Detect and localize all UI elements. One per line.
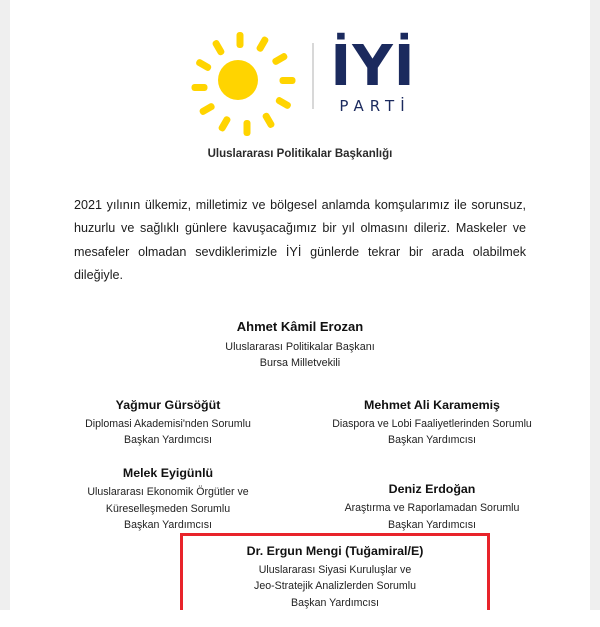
list-item — [300, 482, 564, 533]
deputy-column-right — [300, 398, 564, 552]
deputy-column-left — [36, 398, 300, 552]
person-name: Deniz Erdoğan — [388, 482, 476, 497]
chief-role-line-2: Bursa Milletvekili — [259, 357, 341, 370]
logo-divider — [312, 43, 314, 109]
person-name: Yağmur Gürsöğüt — [115, 397, 221, 412]
highlighted-person-name: Dr. Ergun Mengi (Tuğamiral/E) — [246, 544, 424, 558]
deputy-columns — [10, 398, 590, 552]
list-item — [36, 466, 300, 533]
sun-core-icon — [218, 60, 258, 100]
person-role-line-2: Başkan Yardımcısı — [388, 518, 476, 531]
list-item — [300, 398, 564, 449]
person-role-line-2: Küreselleşmeden Sorumlu — [105, 502, 231, 515]
page-left-margin — [0, 0, 10, 627]
person-role-line-1: Uluslararası Ekonomik Örgütler ve — [87, 486, 249, 499]
highlighted-person-box — [180, 533, 490, 622]
highlighted-person-role-line-3: Başkan Yardımcısı — [291, 596, 379, 609]
person-name: Melek Eyigünlü — [122, 466, 214, 481]
wordmark-text: İYİ — [330, 33, 416, 99]
party-wordmark — [330, 33, 416, 115]
highlighted-person-role-line-1: Uluslararası Siyasi Kuruluşlar ve — [258, 564, 412, 576]
party-logo — [10, 30, 590, 122]
person-role-line-1: Diaspora ve Lobi Faaliyetlerinden Sorumlu — [332, 417, 532, 430]
sun-icon — [184, 30, 296, 122]
page-footer — [0, 610, 600, 627]
person-role-line-2: Başkan Yardımcısı — [124, 433, 212, 446]
chief-entry — [10, 319, 590, 371]
person-role-line-1: Araştırma ve Raporlamadan Sorumlu — [344, 502, 520, 515]
department-subtitle: Uluslararası Politikalar Başkanlığı — [207, 148, 393, 160]
footer-text — [0, 610, 600, 612]
wordmark-subtext: PARTİ — [339, 96, 411, 115]
chief-name: Ahmet Kâmil Erozan — [236, 319, 364, 335]
person-role-line-3: Başkan Yardımcısı — [124, 519, 212, 532]
list-item — [36, 398, 300, 449]
chief-role-line-1: Uluslararası Politikalar Başkanı — [225, 341, 375, 354]
new-year-message: 2021 yılının ülkemiz, milletimiz ve bölgesel anlamda komşularımız ile sorunsuz, huzurlu ve sağlıklı günlere kavuşacağımız bir yıl olmasını dileriz. Maskeler ve mesafeler olmadan sevdiklerimizle İYİ günlerde tekrar bir arada olabilmek dileğiyle. — [74, 198, 526, 282]
page-right-margin — [590, 0, 600, 627]
person-role-line-2: Başkan Yardımcısı — [388, 433, 476, 446]
person-role-line-1: Diplomasi Akademisi'nden Sorumlu — [85, 417, 251, 430]
person-name: Mehmet Ali Karamemiş — [364, 397, 500, 412]
document-sheet — [10, 0, 590, 610]
highlighted-person-role-line-2: Jeo-Stratejik Analizlerden Sorumlu — [254, 580, 416, 593]
